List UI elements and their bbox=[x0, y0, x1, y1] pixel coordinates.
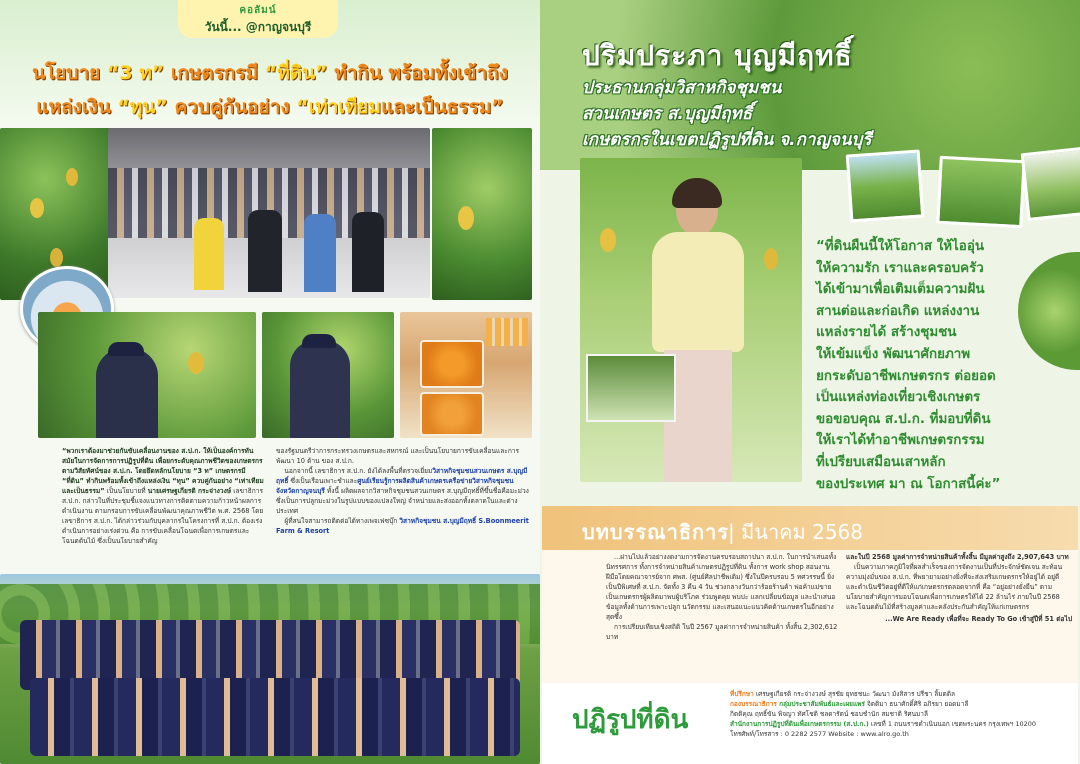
masthead-office bbox=[730, 719, 1075, 729]
masthead-text: เศรษฐเกียรติ กระจ่างวงษ์ สุรชัย ยุทธชนะ วัฒนา มังสิสาร ปรีชา ลิ้มตติล bbox=[753, 690, 955, 698]
headline-text: นโยบาย bbox=[32, 62, 107, 84]
headline-text: แหล่งเงิน bbox=[36, 96, 118, 118]
headline-highlight: “ทุน” bbox=[117, 96, 168, 118]
photo-meeting-group bbox=[108, 128, 430, 298]
quote-line: ของประเทศ มา ณ โอกาสนี้ค่ะ” bbox=[816, 476, 1001, 492]
quote-line: ให้เข้มแข็ง พัฒนาศักยภาพ bbox=[816, 346, 971, 362]
column-name: วันนี้... @กาญจนบุรี bbox=[204, 20, 312, 34]
product-box bbox=[420, 392, 484, 436]
editorial-text: และในปี 2568 มูลค่าการจำหน่ายสินค้าทั้งสิ้น มีมูลค่าสูงถึง 2,907,643 บาท bbox=[846, 553, 1069, 561]
masthead-text: จิตติมา ธนาศักดิ์ศิริ อภิรยา ยอดมาลี bbox=[864, 700, 969, 708]
column-tab bbox=[178, 0, 338, 38]
masthead bbox=[542, 683, 1078, 764]
quote-line: ที่เปรียบเสมือนเสาหลัก bbox=[816, 454, 946, 470]
article-lead-quote: “พวกเราต้องมาช่วยกันขับเคลื่อนงานของ ส.ป.ก. ให้เป็นองค์การทันสมัยในการจัดการการปฏิรูปที่ดิน เพื่อยกระดับคุณภาพชีวิตของเกษตรกร ตามวิสัยทัศน์ของ ส.ป.ก. โดยยึดหลักนโยบาย “3 ท” เกษตรกรมี “ที่ดิน” ทำกินพร้อมทั้งเข้าถึงแหล่งเงิน “ทุน” ควบคู่กันอย่าง “เท่าเทียมและเป็นธรรม” bbox=[62, 447, 264, 495]
editorial-text: ...ผ่านไปแล้วอย่างงดงามการจัดงานครบรอบสถาปนา ส.ป.ก. ในการนำเสนอทั้งนิทรรศการ ทั้งการจำหน่ายสินค้าเกษตรปฏิรูปที่ดิน ทั้งการ work shop สอนงานฝีมือโดยคณาจารย์จาก ศพส. (ศูนย์ศิลปาชีพเดิม) ซึ่งในปีครบรอบ 5 ทศวรรษนี้ ยิ่งเป็นปีพิเศษที่ ส.ป.ก. จัดทั้ง 3 คืน 4 วัน ช่วงกลางวันกว่าร้อยร้านค้า พ่อค้าแม่ขายเป็นเกษตรกรผู้ผลิตมาพบผู้บริโภค ร่วมพูดคุย พบปะ แลกเปลี่ยนข้อมูล และนำเสนอข้อมูลทั้งด้านการเพาะปลูก นวัตกรรม และเสนอแนะแนวคิดด้านเกษตรในอีกอย่างสุดซึ้ง bbox=[606, 553, 837, 621]
person-yellow-shirt bbox=[194, 218, 224, 290]
article-text: เลขาธิการ ส.ป.ก. กล่าวในที่ประชุมชี้แจงแนวทางการติดตามความก้าวหน้าผลการดำเนินงาน ตามกรอบการขับเคลื่อนพัฒนาคุณภาพชีวิต พ.ศ. 2568 โดยเลขาธิการ ส.ป.ก. ได้กล่าวร่วมกับบุคลากรในโครงการที่ ส.ป.ก. ต้องเร่งดำเนินการอย่างเร่งด่วน คือ การขับเคลื่อนโฉนดเพื่อการเกษตรและโฉนดต้นไม้ ซึ่งเป็นนโยบายสำคัญ bbox=[62, 487, 264, 545]
masthead-phone-website: โทรศัพท์/โทรสาร : 0 2282 2577 Website : www.alro.go.th bbox=[730, 730, 909, 738]
editorial-text: ...We Are Ready เพื่อที่จะ Ready To Go เข้าสู่ปีที่ 51 ต่อไป bbox=[885, 615, 1072, 623]
masthead-editors bbox=[730, 699, 1075, 709]
masthead-group: กลุ่มประชาสัมพันธ์และเผยแพร่ bbox=[776, 700, 865, 708]
person-hair bbox=[672, 178, 722, 208]
product-bottles bbox=[486, 318, 528, 346]
quote-line: แหล่งรายได้ สร้างชุมชน bbox=[816, 325, 957, 341]
editorial-column-2 bbox=[846, 552, 1072, 624]
profile-subtitle-1: ประธานกลุ่มวิสาหกิจชุมชน bbox=[582, 78, 782, 98]
masthead-text: เลขที่ 1 ถนนราชดำเนินนอก เขตพระนคร กรุงเทพฯ 10200 bbox=[868, 720, 1037, 728]
article-highlight: ศูนย์เรียนรู้การผลิตสินค้าเกษตรเครือข่ายวิสาหกิจชุมชนจังหวัดกาญจนบุรี bbox=[276, 477, 514, 495]
cap-icon bbox=[108, 342, 144, 356]
masthead-org: สำนักงานการปฏิรูปที่ดินเพื่อเกษตรกรรม (ส.ป.ก.) bbox=[730, 720, 869, 728]
right-page bbox=[540, 0, 1080, 764]
photo-thumbnail-1 bbox=[846, 150, 925, 223]
masthead-contact bbox=[730, 689, 1075, 739]
headline-highlight: “3 ท” bbox=[106, 62, 165, 84]
profile-name: ปริมประภา บุญมีฤทธิ์ bbox=[582, 39, 853, 72]
article-person-name: นายเศรษฐเกียรติ กระจ่างวงษ์ bbox=[147, 487, 232, 495]
cap-icon bbox=[302, 334, 336, 348]
photo-group-in-orchard bbox=[0, 574, 540, 764]
mango-fruit-icon bbox=[600, 228, 616, 252]
editorial-header bbox=[542, 506, 1078, 550]
person-blouse bbox=[652, 232, 744, 352]
editorial-column-1 bbox=[606, 552, 838, 642]
photo-thumbnail-2 bbox=[936, 156, 1025, 228]
editorial-text: การเปรียบเทียบเชิงสถิติ ในปี 2567 มูลค่าการจำหน่ายสินค้า ทั้งสิ้น 2,302,612 บาท bbox=[606, 623, 838, 641]
quote-line: สานต่อและก่อเกิด แหล่งงาน bbox=[816, 303, 980, 319]
headline-line1 bbox=[14, 58, 526, 88]
mango-fruit-icon bbox=[30, 198, 44, 218]
profile-subtitle-3: เกษตรกรในเขตปฏิรูปที่ดิน จ.กาญจนบุรี bbox=[582, 130, 872, 150]
quote-line: ยกระดับอาชีพเกษตรกร ต่อยอด bbox=[816, 368, 996, 384]
profile-subtitle-2: สวนเกษตร ส.บุญมีฤทธิ์ bbox=[582, 104, 753, 124]
editorial-title: บทบรรณาธิการ bbox=[582, 520, 730, 544]
article-text: เป็นนโยบายที่ bbox=[104, 487, 148, 495]
sign-board bbox=[586, 354, 676, 422]
photo-portrait-farmer bbox=[580, 158, 802, 482]
person-blue-shirt bbox=[304, 214, 336, 292]
headline-text: ควบคู่กันอย่าง bbox=[167, 96, 297, 118]
article-highlight: วิสาหกิจชุมชน ส.บุญมีฤทธิ์ S.Boonmeerit Farm & Resort bbox=[276, 517, 529, 535]
article-column-2 bbox=[276, 446, 530, 536]
photo-mango-products bbox=[400, 312, 532, 438]
article-text: ของรัฐมนตรีว่าการกระทรวงเกษตรและสหกรณ์ และเป็นนโยบายการขับเคลื่อนและการพัฒนา 10 ด้าน ของ ส.ป.ก. bbox=[276, 447, 520, 465]
photo-inspect-mango bbox=[262, 312, 394, 438]
mango-fruit-icon bbox=[50, 248, 63, 267]
group-front-row bbox=[30, 678, 520, 756]
masthead-label: กองบรรณาธิการ bbox=[730, 700, 777, 708]
article-text: นอกจากนี้ เลขาธิการ ส.ป.ก. ยังได้ลงพื้นที่ตรวจเยี่ยม bbox=[284, 467, 433, 475]
person-official bbox=[96, 348, 158, 438]
headline-text: เกษตรกรมี bbox=[164, 62, 265, 84]
headline-text: และเป็นธรรม” bbox=[381, 96, 504, 118]
photo-official-under-mango bbox=[38, 312, 256, 438]
mango-fruit-icon bbox=[66, 168, 78, 186]
quote-line: ได้เข้ามาเพื่อเติมเต็มความฝัน bbox=[816, 282, 985, 298]
photo-mango-tree-right bbox=[432, 128, 532, 300]
masthead-label: ที่ปรึกษา bbox=[730, 690, 754, 698]
quote-line: “ที่ดินผืนนี้ให้โอกาส ให้ไออุ่น bbox=[816, 239, 985, 254]
masthead-text: กิตติคุณ ฤทธิ์ขัน พิจญา ทัศโชติ ชลดารัตน์ ชอบชำนัก สมชาติ ริศนมาลี bbox=[730, 710, 928, 718]
profile-quote bbox=[816, 236, 1078, 495]
person-dark-suit bbox=[352, 212, 384, 292]
mango-fruit-icon bbox=[458, 206, 474, 230]
headline-line2 bbox=[14, 92, 526, 122]
article-text: ผู้ที่สนใจสามารถติดต่อได้ทางเพจเฟซบุ๊ก bbox=[284, 517, 400, 525]
magazine-logo: ปฏิรูปที่ดิน bbox=[572, 705, 689, 735]
editorial-month: | มีนาคม 2568 bbox=[728, 520, 863, 544]
mango-fruit-icon bbox=[188, 352, 204, 374]
mango-fruit-icon bbox=[764, 248, 778, 270]
person-dark-suit bbox=[248, 210, 282, 292]
quote-line: ขอขอบคุณ ส.ป.ก. ที่มอบที่ดิน bbox=[816, 411, 991, 427]
masthead-advisors bbox=[730, 689, 1075, 699]
quote-line: ให้ความรัก เราและครอบครัว bbox=[816, 260, 984, 276]
article-text: ทั้งนี้ ผลิตผลจากวิสาหกิจชุมชนสวนเกษตร ส.บุญมีฤทธิ์ที่ขึ้นชื่อคือมะม่วง ซึ่งเป็นการปลูกมะม่วงในรูปแบบของแปลงใหญ่ จำหน่ายและส่งออกทั้งตลาดในและต่างประเทศ bbox=[276, 487, 529, 515]
photo-thumbnail-3 bbox=[1021, 147, 1080, 221]
article-highlight: วิสาหกิจชุมชนสวนเกษตร ส.บุญมีฤทธิ์ bbox=[276, 467, 528, 485]
editorial-text: เป็นความภาคภูมิใจที่ผลสำเร็จของการจัดงานเป็นที่ประจักษ์ชัดเจน สะท้อนความมุ่งมั่นของ ส.ป.ก. ที่พยายามอย่างยิ่งที่จะส่งเสริมเกษตรกรให้อยู่ได้ อยู่ดี และดำเนินชีวิตอยู่ที่ดีให้แก่เกษตรกรตลอดจากที่ คือ “อยู่อย่างยั่งยืน” ตามนโยบายสำคัญการมอบโฉนดเพื่อการเกษตรให้ได้ 22 ล้านไร่ ภายในปี 2568 และโฉนดต้นไม้ที่สร้างมูลค่าและคลังประกันสำคัญให้แก่เกษตรกร bbox=[846, 563, 1063, 611]
product-box bbox=[420, 340, 484, 388]
quote-line: ให้เราได้ทำอาชีพเกษตรกรรม bbox=[816, 433, 985, 449]
headline-highlight: “เท่าเทียม bbox=[296, 96, 382, 118]
article-text: ซึ่งเป็นเรือนเพาะชำและ bbox=[288, 477, 358, 485]
headline-text: ทำกิน พร้อมทั้งเข้าถึง bbox=[327, 62, 508, 84]
person-official bbox=[290, 340, 350, 438]
headline-highlight: “ที่ดิน” bbox=[264, 62, 328, 84]
article-column-1 bbox=[62, 446, 264, 546]
column-tag: คอลัมน์ bbox=[239, 5, 277, 16]
quote-line: เป็นแหล่งท่องเที่ยวเชิงเกษตร bbox=[816, 390, 981, 406]
